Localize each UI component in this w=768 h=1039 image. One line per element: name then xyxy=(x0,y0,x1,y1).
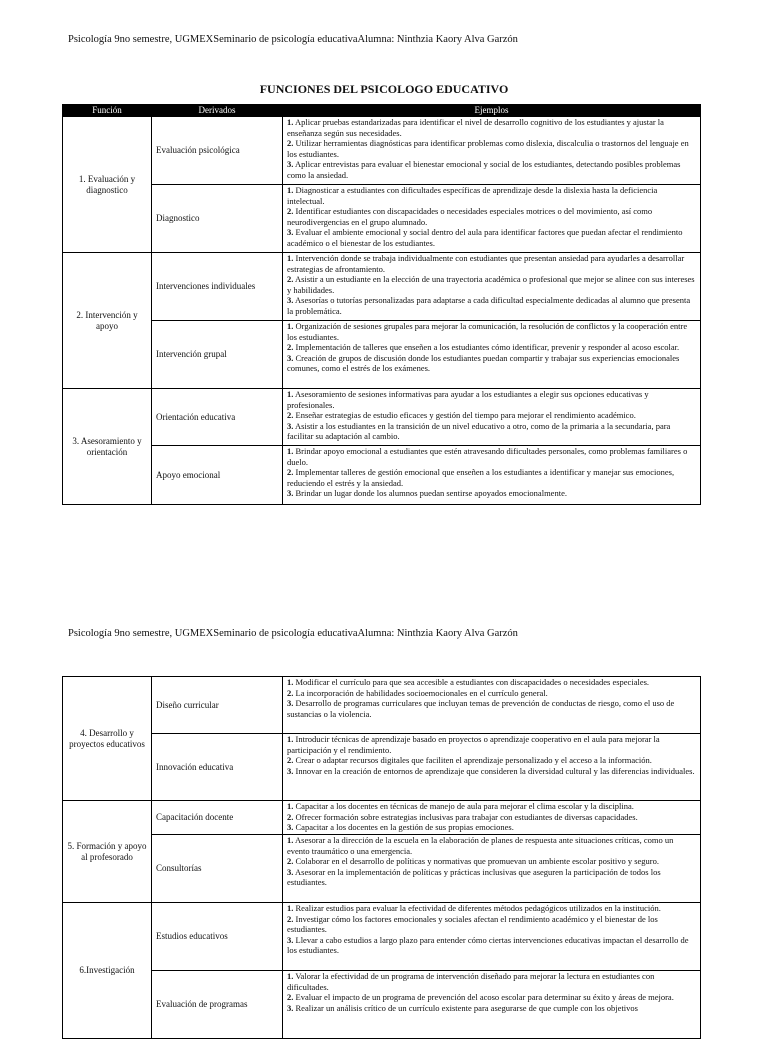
functions-table xyxy=(62,104,701,505)
derivado-cell: Capacitación docente xyxy=(152,801,283,835)
functions-table-continued xyxy=(62,676,701,1039)
examples-cell: 1. Brindar apoyo emocional a estudiantes que estén atravesando dificultades personales, como problemas familiares o duelo. 2. Implementar talleres de gestión emocional que enseñen a los estudiantes a identificar y manejar sus emociones, reduciendo el estrés y la ansiedad. 3. Brindar un lugar donde los alumnos puedan sentirse apoyados emocionalmente. xyxy=(283,446,701,505)
table-row xyxy=(63,253,701,321)
examples-cell: 1. Diagnosticar a estudiantes con dificultades específicas de aprendizaje desde la dislexia hasta la deficiencia intelectual. 2. Identificar estudiantes con discapacidades o necesidades especiales motrices o del movimiento, así como neurodivergencias en el grupo alumnado. 3. Evaluar el ambiente emocional y social dentro del aula para identificar factores que puedan afectar el rendimiento académico o el bienestar de los estudiantes. xyxy=(283,185,701,253)
function-cell: 2. Intervención y apoyo xyxy=(63,253,152,389)
column-header-derivados: Derivados xyxy=(152,105,283,117)
table-header-row xyxy=(63,105,701,117)
function-cell: 3. Asesoramiento y orientación xyxy=(63,389,152,505)
column-header-funcion: Función xyxy=(63,105,152,117)
table-row xyxy=(63,389,701,446)
table-row xyxy=(63,677,701,734)
derivado-cell: Diagnostico xyxy=(152,185,283,253)
table-row xyxy=(63,801,701,835)
derivado-cell: Innovación educativa xyxy=(152,734,283,801)
examples-cell: 1. Modificar el currículo para que sea accesible a estudiantes con discapacidades o necesidades especiales. 2. La incorporación de habilidades socioemocionales en el currículo general. 3. Desarrollo de programas curriculares que incluyan temas de prevención de conductas de riesgo, como el uso de sustancias o la violencia. xyxy=(283,677,701,734)
function-cell: 6.Investigación xyxy=(63,903,152,1039)
derivado-cell: Evaluación psicológica xyxy=(152,117,283,185)
table-row xyxy=(63,117,701,185)
examples-cell: 1. Aplicar pruebas estandarizadas para identificar el nivel de desarrollo cognitivo de los estudiantes y ajustar la enseñanza según sus necesidades. 2. Utilizar herramientas diagnósticas para identificar problemas como dislexia, discalculia o trastornos del lenguaje en los estudiantes. 3. Aplicar entrevistas para evaluar el bienestar emocional y social de los estudiantes, detectando posibles problemas como la ansiedad. xyxy=(283,117,701,185)
function-cell: 1. Evaluación y diagnostico xyxy=(63,117,152,253)
column-header-ejemplos: Ejemplos xyxy=(283,105,701,117)
table-row xyxy=(63,903,701,971)
derivado-cell: Intervención grupal xyxy=(152,321,283,389)
examples-cell: 1. Asesorar a la dirección de la escuela en la elaboración de planes de respuesta ante situaciones críticas, como un evento traumático o una emergencia. 2. Colaborar en el desarrollo de políticas y normativas que promuevan un ambiente escolar positivo y seguro. 3. Asesorar en la implementación de políticas y prácticas inclusivas que aseguren la participación de todos los estudiantes. xyxy=(283,835,701,903)
derivado-cell: Consultorías xyxy=(152,835,283,903)
examples-cell: 1. Valorar la efectividad de un programa de intervención diseñado para mejorar la lectura en estudiantes con dificultades. 2. Evaluar el impacto de un programa de prevención del acoso escolar para determinar su éxito y áreas de mejora. 3. Realizar un análisis crítico de un currículo existente para asegurarse de que cumple con los objetivos xyxy=(283,971,701,1039)
derivado-cell: Intervenciones individuales xyxy=(152,253,283,321)
table-row xyxy=(63,835,701,903)
page-header-2: Psicología 9no semestre, UGMEXSeminario de psicología educativaAlumna: Ninthzia Kaory Alva Garzón xyxy=(68,628,518,639)
examples-cell: 1. Organización de sesiones grupales para mejorar la comunicación, la resolución de conflictos y la cooperación entre los estudiantes. 2. Implementación de talleres que enseñen a los estudiantes cómo identificar, prevenir y responder al acoso escolar. 3. Creación de grupos de discusión donde los estudiantes puedan compartir y trabajar sus experiencias emocionales comunes, como el estrés de los exámenes. xyxy=(283,321,701,389)
examples-cell: 1. Realizar estudios para evaluar la efectividad de diferentes métodos pedagógicos utilizados en la institución. 2. Investigar cómo los factores emocionales y sociales afectan el rendimiento académico y el bienestar de los estudiantes. 3. Llevar a cabo estudios a largo plazo para entender cómo ciertas intervenciones educativas impactan el desarrollo de los estudiantes. xyxy=(283,903,701,971)
derivado-cell: Apoyo emocional xyxy=(152,446,283,505)
examples-cell: 1. Capacitar a los docentes en técnicas de manejo de aula para mejorar el clima escolar y la disciplina. 2. Ofrecer formación sobre estrategias inclusivas para trabajar con estudiantes de diversas capacidades. 3. Capacitar a los docentes en la gestión de sus propias emociones. xyxy=(283,801,701,835)
table-row xyxy=(63,446,701,505)
table-row xyxy=(63,734,701,801)
derivado-cell: Diseño curricular xyxy=(152,677,283,734)
page-header: Psicología 9no semestre, UGMEXSeminario de psicología educativaAlumna: Ninthzia Kaory Alva Garzón xyxy=(68,34,518,45)
derivado-cell: Estudios educativos xyxy=(152,903,283,971)
function-cell: 5. Formación y apoyo al profesorado xyxy=(63,801,152,903)
derivado-cell: Evaluación de programas xyxy=(152,971,283,1039)
document-title: FUNCIONES DEL PSICOLOGO EDUCATIVO xyxy=(259,82,509,96)
examples-cell: 1. Asesoramiento de sesiones informativas para ayudar a los estudiantes a elegir sus opciones educativas y profesionales. 2. Enseñar estrategias de estudio eficaces y gestión del tiempo para mejorar el rendimiento académico. 3. Asistir a los estudiantes en la transición de un nivel educativo a otro, como de la primaria a la secundaria, para facilitar su adaptación al cambio. xyxy=(283,389,701,446)
table-row xyxy=(63,185,701,253)
examples-cell: 1. Intervención donde se trabaja individualmente con estudiantes que presentan ansiedad para ayudarles a desarrollar estrategias de afrontamiento. 2. Asistir a un estudiante en la elección de una trayectoria académica o profesional que mejor se alinee con sus intereses y habilidades. 3. Asesorías o tutorías personalizadas para adaptarse a cada dificultad especialmente dedicadas al alumno que presenta la problemática. xyxy=(283,253,701,321)
derivado-cell: Orientación educativa xyxy=(152,389,283,446)
table-row xyxy=(63,321,701,389)
function-cell: 4. Desarrollo y proyectos educativos xyxy=(63,677,152,801)
table-row xyxy=(63,971,701,1039)
examples-cell: 1. Introducir técnicas de aprendizaje basado en proyectos o aprendizaje cooperativo en el aula para mejorar la participación y el rendimiento. 2. Crear o adaptar recursos digitales que faciliten el aprendizaje personalizado y el acceso a la información. 3. Innovar en la creación de entornos de aprendizaje que consideren la diversidad cultural y las diferencias individuales. xyxy=(283,734,701,801)
